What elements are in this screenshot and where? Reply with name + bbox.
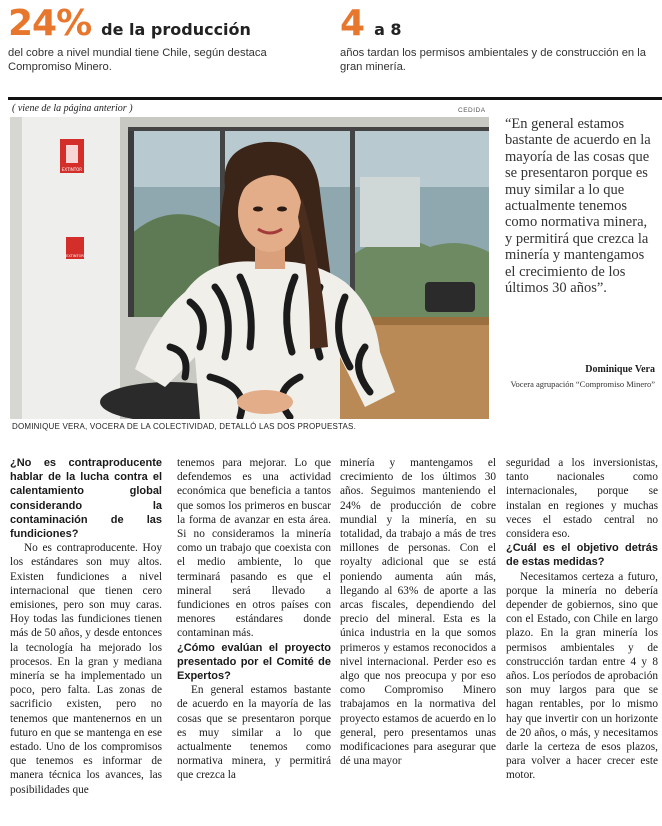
interview-answer: tenemos para mejorar. Lo que defendemos es una actividad económica que beneficia a tantos que somos los primeros en buscar la forma de avanzar en esta área. Si no consideramos la minería como un trabajo que coexista con el medio ambiente, lo que terminará pasando es que el mineral será llevado a fundiciones en otros países con menores estándares donde contaminan más. bbox=[177, 457, 331, 640]
stat-description: del cobre a nivel mundial tiene Chile, según destaca Compromiso Minero. bbox=[8, 47, 267, 73]
pull-quote: “En general estamos bastante de acuerdo en la mayoría de las cosas que se presentaron porque es muy similar a lo que actualmente tenemos como normativa minera, y permitirá que crezca la minería y mantengamos el crecimiento de los últimos 30 años”. bbox=[505, 116, 651, 297]
interview-answer: No es contraproducente. Hoy los estándares son muy altos. Existen fundiciones a nivel internacional que tienen cero emisiones, pero son muy caras. Hoy todas las fundiciones tienen más de 50 años, y desde entonces la tecnología ha mejorado los procesos. En la gran y mediana minería se ha implementado un poco, pero falta. Las zonas de sacrificio existen, pero no tenemos que mantenernos en un futuro en que se mantenga en ese estado. Uno de los compromisos que tenemos es informar de manera técnica los avances, las posibilidades que bbox=[10, 542, 162, 796]
interview-question: ¿No es contraproducente hablar de la lucha contra el calentamiento global considerando la contaminación de las fundiciones? bbox=[10, 457, 162, 541]
interview-question: ¿Cómo evalúan el proyecto presentado por el Comité de Expertos? bbox=[177, 641, 331, 683]
stat-permits bbox=[340, 4, 658, 74]
interview-question: ¿Cuál es el objetivo detrás de estas medidas? bbox=[506, 542, 658, 569]
stat-production bbox=[8, 4, 333, 74]
photo-credit: CEDIDA bbox=[458, 107, 486, 114]
quote-role: Vocera agrupación “Compromiso Minero” bbox=[510, 379, 655, 389]
quote-author: Dominique Vera bbox=[585, 364, 655, 375]
sign-extintor-2: EXTINTOR bbox=[66, 254, 84, 258]
stat-label: a 8 bbox=[374, 20, 402, 39]
article-column-1 bbox=[10, 456, 162, 797]
article-column-3 bbox=[340, 456, 496, 768]
stat-number: 4 bbox=[340, 3, 365, 44]
stat-label: de la producción bbox=[101, 20, 251, 39]
section-divider bbox=[8, 97, 662, 100]
interview-answer: seguridad a los inversionistas, tanto nacionales como internacionales, porque se instalan en regiones y muchas veces el estado central no considera eso. bbox=[506, 457, 658, 541]
continued-note: ( viene de la página anterior ) bbox=[12, 103, 133, 114]
interview-answer: En general estamos bastante de acuerdo en la mayoría de las cosas que se presentaron porque es muy similar a lo que actualmente tenemos como normativa minera, y permitirá que crezca la bbox=[177, 684, 331, 782]
interview-answer: Necesitamos certeza a futuro, porque la minería no debería depender de gobiernos, sino que con el Estado, con Chile en largo plazo. En la gran minería los permisos ambientales y de construcción tardan entre 4 y 8 años. Los períodos de aprobación son muy largos para que se hagan rentables, por lo mismo hay que invertir con un horizonte de 20 años, o más, y necesitamos darle la certeza de esos plazos, para volver a hacer crecer este motor. bbox=[506, 570, 658, 782]
portrait-illustration bbox=[10, 117, 489, 419]
photo-caption: DOMINIQUE VERA, VOCERA DE LA COLECTIVIDAD, DETALLÓ LAS DOS PROPUESTAS. bbox=[12, 422, 357, 431]
stat-number: 24% bbox=[8, 3, 92, 44]
stat-description: años tardan los permisos ambientales y de construcción en la gran minería. bbox=[340, 47, 646, 73]
article-column-2 bbox=[177, 456, 331, 783]
portrait-photo bbox=[10, 117, 489, 419]
article-column-4 bbox=[506, 456, 658, 783]
sign-extintor-1: EXTINTOR bbox=[61, 167, 83, 172]
interview-answer: minería y mantengamos el crecimiento de los últimos 30 años. Seguimos manteniendo el 24% de producción de cobre mundial y la minería, en su totalidad, da trabajo a más de tres millones de personas. Con el royalty adicional que se está poniendo aumenta aún más, llegando al 63% de aporte a las arcas fiscales, dependiendo del precio del mineral. Esta es la única industria en la que somos primeros y estamos reconocidos a nivel internacional. Perder eso es algo que nos preocupa y por eso como Compromiso Minero trabajamos en la normativa del proyecto estamos de acuerdo en lo general, pero presentamos unas modificaciones para asegurar que dé una mayor bbox=[340, 457, 496, 768]
